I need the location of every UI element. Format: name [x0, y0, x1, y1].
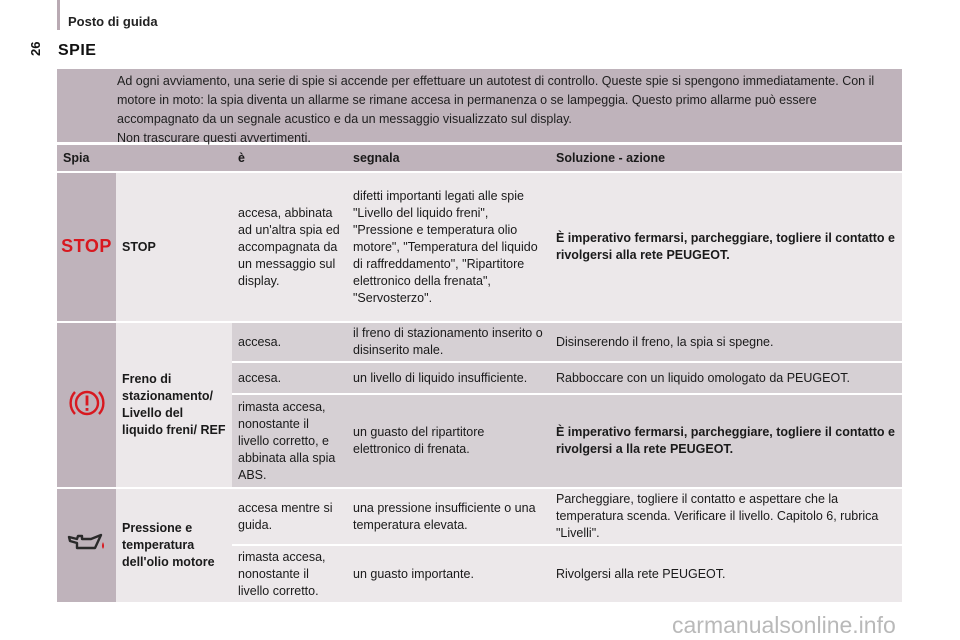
section-header: Posto di guida	[68, 14, 158, 29]
stop-name: STOP	[116, 173, 232, 321]
stop-action: È imperativo fermarsi, parcheggiare, togliere il contatto e rivolgersi alla rete PEUGEOT.	[550, 173, 902, 321]
header-e: è	[232, 145, 347, 171]
table-row	[57, 173, 902, 321]
brake-warning-icon	[67, 383, 107, 423]
brake-name: Freno di stazionamento/ Livello del liquido freni/ REF	[116, 323, 232, 487]
brake-state-3: rimasta accesa, nonostante il livello corretto, e abbinata alla spia ABS.	[232, 395, 347, 487]
stop-signals: difetti importanti legati alle spie "Livello del liquido freni", "Pressione e temperatura olio motore", "Temperatura del liquido di raffreddamento", "Ripartitore elettronico della frenata", "Servosterzo".	[347, 173, 550, 321]
oil-signals-1: una pressione insufficiente o una temperatura elevata.	[347, 489, 550, 544]
header-segnala: segnala	[347, 145, 550, 171]
brake-action-3: È imperativo fermarsi, parcheggiare, togliere il contatto e rivolgersi a lla rete PEUGEOT.	[550, 395, 902, 487]
page-edge-bar	[57, 0, 60, 30]
intro-box	[57, 69, 902, 145]
oil-action-2: Rivolgersi alla rete PEUGEOT.	[550, 546, 902, 602]
oil-icon-cell	[57, 489, 116, 602]
oil-name: Pressione e temperatura dell'olio motore	[116, 489, 232, 602]
stop-icon: STOP	[61, 235, 112, 256]
stop-state: accesa, abbinata ad un'altra spia ed accompagnata da un messaggio sul display.	[232, 173, 347, 321]
brake-action-1: Disinserendo il freno, la spia si spegne.	[550, 323, 902, 361]
header-spia: Spia	[57, 145, 232, 171]
table-header-row	[57, 145, 902, 171]
brake-icon-cell	[57, 323, 116, 487]
watermark: carmanualsonline.info	[672, 612, 896, 638]
intro-paragraph: Ad ogni avviamento, una serie di spie si accende per effettuare un autotest di controllo. Queste spie si spengono immediatamente. Con il motore in moto: la spia diventa un allarme se rimane accesa in permanenza o se lampeggia. Questo primo allarme può essere accompagnato da un segnale acustico e da un messaggio visualizzato sul display.	[117, 74, 875, 126]
page-number: 26	[28, 41, 43, 56]
stop-icon-cell	[57, 173, 116, 321]
oil-can-icon	[65, 528, 109, 558]
oil-signals-2: un guasto importante.	[347, 546, 550, 602]
brake-state-1: accesa.	[232, 323, 347, 361]
warning-lights-table	[57, 143, 902, 604]
brake-signals-2: un livello di liquido insufficiente.	[347, 363, 550, 393]
intro-warning: Non trascurare questi avvertimenti.	[117, 131, 311, 145]
brake-state-2: accesa.	[232, 363, 347, 393]
oil-action-1: Parcheggiare, togliere il contatto e aspettare che la temperatura scenda. Verificare il livello. Capitolo 6, rubrica "Livelli".	[550, 489, 902, 544]
oil-state-1: accesa mentre si guida.	[232, 489, 347, 544]
page-title: SPIE	[58, 42, 97, 59]
oil-state-2: rimasta accesa, nonostante il livello corretto.	[232, 546, 347, 602]
brake-signals-1: il freno di stazionamento inserito o disinserito male.	[347, 323, 550, 361]
header-soluzione: Soluzione - azione	[550, 145, 902, 171]
table-row	[57, 489, 902, 544]
brake-action-2: Rabboccare con un liquido omologato da PEUGEOT.	[550, 363, 902, 393]
table-row	[57, 323, 902, 361]
brake-signals-3: un guasto del ripartitore elettronico di frenata.	[347, 395, 550, 487]
